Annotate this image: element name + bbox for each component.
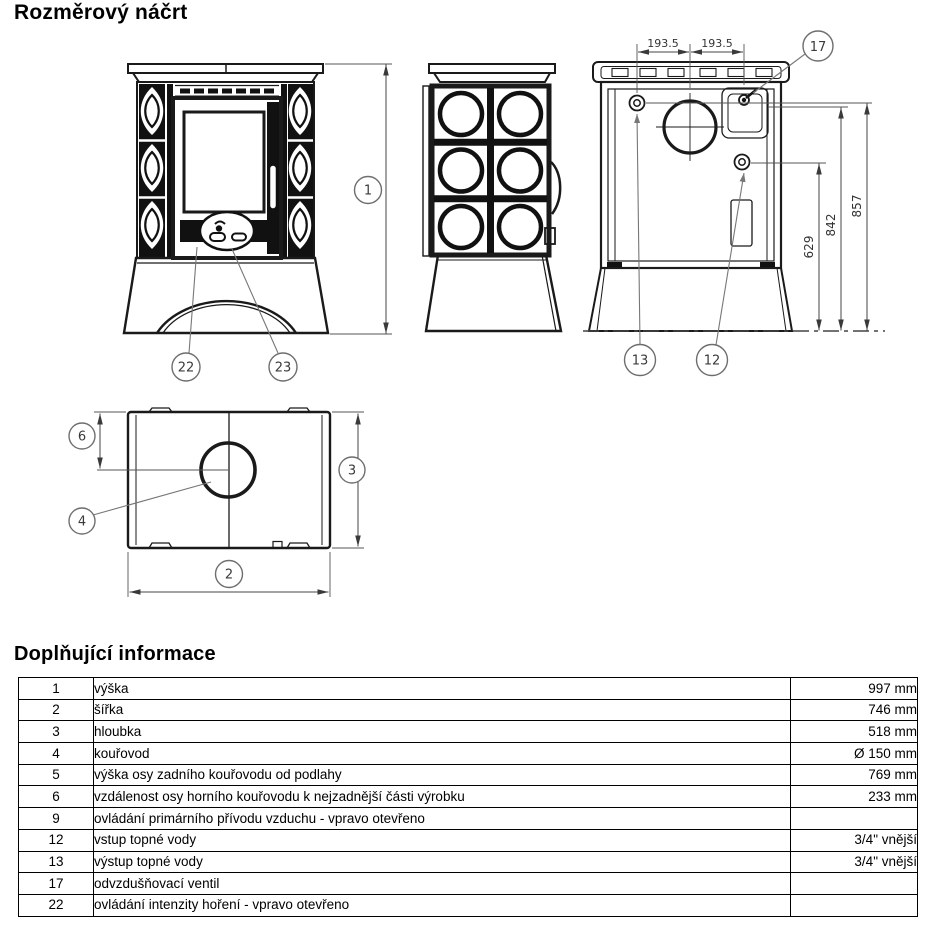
- row-number: 13: [19, 851, 94, 873]
- row-label: vzdálenost osy horního kouřovodu k nejzadnější části výrobku: [94, 786, 791, 808]
- row-label: výstup topné vody: [94, 851, 791, 873]
- table-row: [19, 873, 918, 895]
- row-value: 518 mm: [791, 721, 918, 743]
- front-height-dimension: [325, 64, 392, 334]
- vent-valve: [722, 88, 768, 138]
- table-row: [19, 721, 918, 743]
- top-view: [69, 408, 365, 597]
- top-dim-2: [128, 552, 330, 597]
- side-door-handle: [551, 162, 560, 214]
- row-value: 997 mm: [791, 678, 918, 700]
- top-dim-6: [69, 412, 126, 469]
- rear-height-dimensions: [646, 103, 872, 331]
- row-number: 3: [19, 721, 94, 743]
- row-value: 3/4" vnější: [791, 851, 918, 873]
- svg-text:6: 6: [77, 429, 87, 445]
- front-view: [124, 64, 392, 381]
- row-value: 233 mm: [791, 786, 918, 808]
- row-number: 6: [19, 786, 94, 808]
- rear-view: [583, 31, 885, 376]
- svg-text:2: 2: [224, 567, 234, 583]
- row-label: ovládání primárního přívodu vzduchu - vpravo otevřeno: [94, 808, 791, 830]
- svg-text:23: 23: [274, 360, 292, 376]
- row-value: [791, 873, 918, 895]
- front-pedestal: [124, 258, 328, 333]
- svg-text:4: 4: [77, 514, 87, 530]
- svg-text:13: 13: [631, 353, 649, 369]
- row-number: 22: [19, 894, 94, 916]
- rear-callout-13: [625, 114, 656, 376]
- row-number: 12: [19, 829, 94, 851]
- row-number: 17: [19, 873, 94, 895]
- table-row: [19, 829, 918, 851]
- table-row: [19, 678, 918, 700]
- rear-pedestal: [589, 262, 792, 331]
- row-label: hloubka: [94, 721, 791, 743]
- additional-info-table: [18, 677, 918, 917]
- svg-text:17: 17: [809, 40, 827, 55]
- row-number: 5: [19, 764, 94, 786]
- front-left-tile-column: [139, 84, 165, 257]
- table-row: [19, 764, 918, 786]
- top-dim-3: [332, 412, 365, 548]
- row-value: 769 mm: [791, 764, 918, 786]
- table-row: [19, 743, 918, 765]
- row-label: výška osy zadního kouřovodu od podlahy: [94, 764, 791, 786]
- page-title: Rozměrový náčrt: [14, 1, 188, 24]
- front-door: [173, 98, 281, 258]
- row-label: vstup topné vody: [94, 829, 791, 851]
- table-row: [19, 699, 918, 721]
- side-view: [423, 64, 561, 331]
- side-pedestal: [426, 255, 561, 331]
- row-value: Ø 150 mm: [791, 743, 918, 765]
- front-top-grille: [175, 86, 279, 97]
- water-outlet-connection: [630, 96, 645, 111]
- dim-629: 629: [802, 235, 816, 259]
- top-callout-4: [69, 482, 211, 534]
- row-label: výška: [94, 678, 791, 700]
- row-label: ovládání intenzity hoření - vpravo otevřeno: [94, 894, 791, 916]
- svg-text:3: 3: [347, 463, 357, 479]
- front-right-tile-column: [288, 84, 313, 257]
- table-row: [19, 851, 918, 873]
- row-value: 746 mm: [791, 699, 918, 721]
- dim-857: 857: [850, 194, 864, 218]
- row-value: 3/4" vnější: [791, 829, 918, 851]
- side-tile-grid: [432, 86, 549, 255]
- dim-193-5-right: 193.5: [701, 37, 733, 50]
- table-row: [19, 894, 918, 916]
- row-label: odvzdušňovací ventil: [94, 873, 791, 895]
- door-handle: [270, 165, 277, 209]
- svg-text:12: 12: [703, 353, 721, 369]
- row-number: 9: [19, 808, 94, 830]
- rear-top-plate: [593, 62, 789, 82]
- table-row: [19, 786, 918, 808]
- dim-842: 842: [824, 213, 838, 237]
- row-number: 1: [19, 678, 94, 700]
- control-detail-bubble: [200, 212, 254, 250]
- row-label: šířka: [94, 699, 791, 721]
- row-number: 2: [19, 699, 94, 721]
- rear-top-dimensions: [637, 37, 744, 93]
- rear-callout-12: [697, 173, 745, 376]
- table-row: [19, 808, 918, 830]
- svg-text:22: 22: [177, 360, 195, 376]
- door-glass: [184, 112, 264, 212]
- row-label: kouřovod: [94, 743, 791, 765]
- water-inlet-connection: [735, 155, 750, 170]
- row-number: 4: [19, 743, 94, 765]
- row-value: [791, 894, 918, 916]
- row-value: [791, 808, 918, 830]
- front-callout-23: [232, 249, 297, 381]
- section-title: Doplňující informace: [14, 643, 216, 665]
- callout-1-label: 1: [363, 183, 373, 199]
- dim-193-5-left: 193.5: [647, 37, 679, 50]
